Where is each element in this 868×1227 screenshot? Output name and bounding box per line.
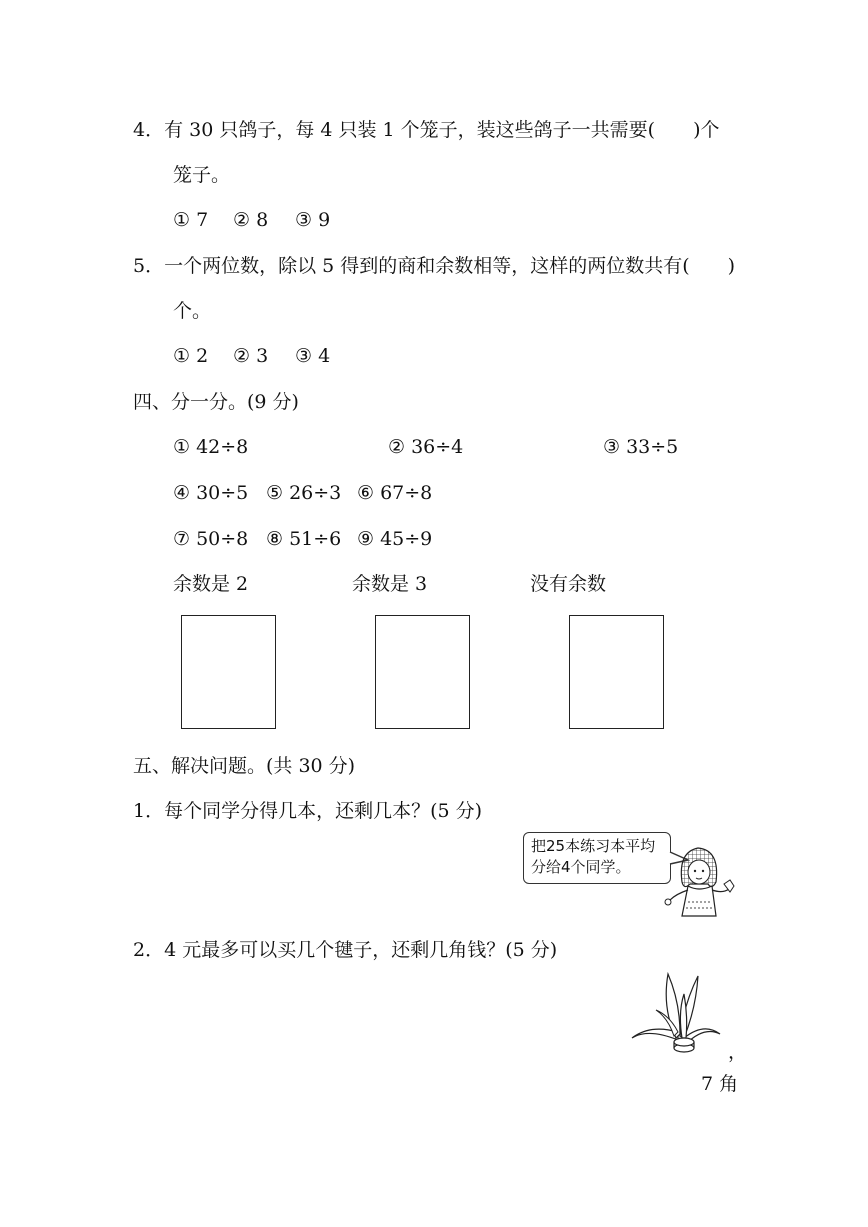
division-item: ② 36÷4 (388, 436, 464, 458)
q4-line1: 4．有 30 只鸽子，每 4 只装 1 个笼子，装这些鸽子一共需要( )个 (133, 119, 720, 141)
speech-bubble-line1: 把25本练习本平均 (531, 837, 656, 855)
division-item: ⑥ 67÷8 (357, 482, 433, 504)
problem-1-text: 1．每个同学分得几本，还剩几本？(5 分) (133, 800, 483, 822)
q5-line1: 5．一个两位数，除以 5 得到的商和余数相等，这样的两位数共有( ) (133, 255, 736, 277)
q4-line2: 笼子。 (173, 164, 231, 186)
girl-illustration (660, 842, 738, 920)
shuttlecock-price: 7 角 (701, 1073, 739, 1095)
category-no-remainder-label: 没有余数 (530, 573, 607, 595)
answer-box-no-remainder[interactable] (569, 615, 664, 729)
shuttlecock-icon (628, 968, 722, 1058)
q4-option-1: ① 7 (173, 209, 209, 231)
speech-bubble-line2: 分给4个同学。 (531, 858, 631, 876)
division-item: ① 42÷8 (173, 436, 249, 458)
category-remainder-3-label: 余数是 3 (352, 573, 428, 595)
q5-option-2: ② 3 (233, 345, 269, 367)
division-item: ⑨ 45÷9 (357, 528, 433, 550)
category-remainder-2-label: 余数是 2 (173, 573, 249, 595)
division-item: ③ 33÷5 (603, 436, 679, 458)
q5-option-3: ③ 4 (295, 345, 331, 367)
answer-box-remainder-2[interactable] (181, 615, 276, 729)
q5-line2: 个。 (173, 300, 212, 322)
division-item: ⑧ 51÷6 (266, 528, 342, 550)
q4-option-2: ② 8 (233, 209, 269, 231)
q5-option-1: ① 2 (173, 345, 209, 367)
answer-box-remainder-3[interactable] (375, 615, 470, 729)
division-item: ④ 30÷5 (173, 482, 249, 504)
division-item: ⑤ 26÷3 (266, 482, 342, 504)
comma-mark: ， (728, 1041, 748, 1063)
q4-option-3: ③ 9 (295, 209, 331, 231)
speech-bubble (523, 832, 671, 884)
section4-title: 四、分一分。(9 分) (133, 391, 299, 413)
section5-title: 五、解决问题。(共 30 分) (133, 755, 356, 777)
problem-2-text: 2．4 元最多可以买几个毽子，还剩几角钱？(5 分) (133, 939, 558, 961)
division-item: ⑦ 50÷8 (173, 528, 249, 550)
